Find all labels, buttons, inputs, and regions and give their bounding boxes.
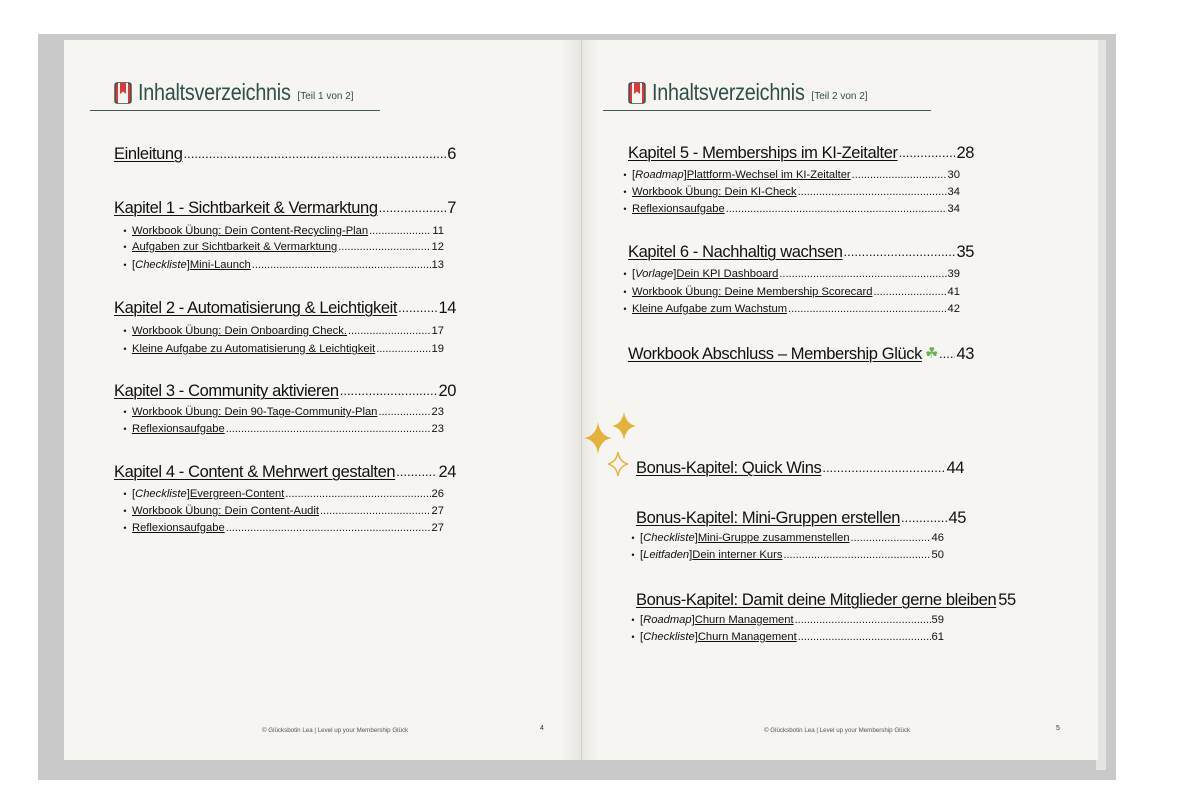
entry-label: Bonus-Kapitel: Damit deine Mitglieder gerne bleiben — [636, 591, 997, 609]
toc-chapter-link[interactable] — [114, 144, 456, 164]
toc-chapter-link[interactable] — [114, 298, 456, 318]
page-ref: 35 — [956, 243, 974, 261]
footer-text: © Glücksbotin Lea | Level up your Membership Glück — [764, 727, 911, 734]
entry-label: Aufgaben zur Sichtbarkeit & Vermarktung — [132, 241, 338, 253]
dot-leader — [788, 302, 947, 317]
dot-leader — [899, 143, 956, 163]
toc-subentry-link[interactable] — [626, 613, 944, 628]
page-ref: 46 — [931, 532, 944, 544]
toc-chapter-link[interactable] — [628, 143, 974, 163]
dot-leader — [348, 324, 431, 339]
entry-label: Kapitel 6 - Nachhaltig wachsen — [628, 243, 843, 261]
entry-label: Plattform-Wechsel im KI-Zeitalter — [686, 169, 851, 181]
entry-label: Reflexionsaufgabe — [132, 522, 225, 534]
left-toc-header — [114, 80, 354, 104]
entry-label: Mini-Launch — [189, 259, 251, 271]
bullet: • — [123, 523, 127, 533]
entry-label: Workbook Übung: Dein KI-Check — [632, 186, 797, 198]
toc-subentry-link[interactable] — [118, 324, 444, 339]
dot-leader — [320, 504, 431, 519]
entry-tag: [Leitfaden] — [640, 549, 693, 561]
bullet: • — [631, 632, 635, 642]
page-ref: 17 — [431, 325, 444, 337]
page-ref: 12 — [431, 241, 444, 253]
dot-leader — [252, 258, 431, 273]
dot-leader — [901, 508, 947, 528]
bullet: • — [631, 550, 635, 560]
dot-leader — [378, 405, 430, 420]
page-ref: 13 — [431, 259, 444, 271]
bullet: • — [623, 187, 627, 197]
page-ref: 20 — [438, 382, 456, 400]
bullet: • — [631, 533, 635, 543]
entry-label: Evergreen-Content — [189, 488, 285, 500]
page-ref: 27 — [431, 522, 444, 534]
footer-label: Glücksbotin Lea | Level up your Membership Glück — [268, 727, 409, 734]
entry-label: Kapitel 2 - Automatisierung & Leichtigkeit — [114, 299, 398, 317]
page-ref: 28 — [956, 144, 974, 162]
entry-tag: [Vorlage] — [632, 268, 677, 280]
page-ref: 34 — [947, 203, 960, 215]
entry-label: Kapitel 1 - Sichtbarkeit & Vermarktung — [114, 199, 378, 217]
entry-tag: [Checkliste] — [640, 631, 698, 643]
page-ref: 45 — [948, 509, 966, 527]
dot-leader — [183, 144, 446, 164]
bullet: • — [123, 424, 127, 434]
page-ref: 24 — [438, 463, 456, 481]
entry-label: Bonus-Kapitel: Mini-Gruppen erstellen — [636, 509, 901, 527]
dot-leader — [396, 462, 437, 482]
entry-label: Kapitel 3 - Community aktivieren — [114, 382, 339, 400]
entry-label: Churn Management — [697, 631, 797, 643]
toc-subentry-link[interactable] — [618, 202, 960, 217]
dot-leader — [795, 613, 931, 628]
toc-subentry-link[interactable] — [118, 405, 444, 420]
entry-label: Reflexionsaufgabe — [132, 423, 225, 435]
page-title: Inhaltsverzeichnis — [138, 79, 291, 105]
entry-tag: [Checkliste] — [132, 488, 190, 500]
dot-leader — [379, 198, 447, 218]
toc-chapter-link[interactable] — [114, 381, 456, 401]
bullet: • — [123, 506, 127, 516]
entry-label: Workbook Übung: Dein Onboarding Check. — [132, 325, 347, 337]
page-ref: 34 — [947, 186, 960, 198]
toc-subentry-link[interactable] — [118, 224, 444, 239]
part-label: [Teil 1 von 2] — [297, 91, 354, 102]
header-rule — [603, 110, 931, 111]
page-ref: 41 — [947, 286, 960, 298]
toc-subentry-link[interactable] — [618, 285, 960, 300]
toc-subentry-link[interactable] — [626, 531, 944, 546]
bullet: • — [623, 269, 627, 279]
dot-leader — [398, 298, 437, 318]
dot-leader — [340, 381, 438, 401]
entry-label: Dein interner Kurs — [692, 549, 783, 561]
dot-leader — [779, 267, 946, 282]
entry-label: Kleine Aufgabe zum Wachstum — [632, 303, 788, 315]
toc-subentry-link[interactable] — [626, 630, 944, 645]
page-ref: 30 — [947, 169, 960, 181]
entry-label: Workbook Übung: Dein Content-Audit — [132, 505, 319, 517]
toc-subentry-link[interactable] — [118, 342, 444, 357]
dot-leader — [939, 344, 955, 364]
entry-label: Workbook Abschluss – Membership Glück — [628, 345, 922, 363]
dot-leader — [369, 224, 431, 239]
page-ref: 61 — [931, 631, 944, 643]
dot-leader — [798, 185, 947, 200]
page-ref: 19 — [431, 343, 444, 355]
entry-tag: [Checkliste] — [132, 259, 190, 271]
page-ref: 6 — [447, 145, 456, 163]
book-icon — [114, 82, 132, 104]
toc-chapter-link[interactable] — [114, 198, 456, 218]
toc-subentry-link[interactable] — [618, 168, 960, 183]
dot-leader — [226, 521, 431, 536]
entry-label: Kleine Aufgabe zu Automatisierung & Leichtigkeit — [132, 343, 376, 355]
toc-chapter-link[interactable] — [114, 462, 456, 482]
page-title: Inhaltsverzeichnis — [652, 79, 805, 105]
entry-label: Reflexionsaufgabe — [632, 203, 725, 215]
part-label: [Teil 2 von 2] — [811, 91, 868, 102]
dot-leader — [822, 458, 945, 478]
dot-leader — [376, 342, 430, 357]
toc-chapter-link[interactable] — [628, 242, 974, 262]
bullet: • — [623, 170, 627, 180]
entry-label: Churn Management — [694, 614, 794, 626]
bullet: • — [623, 204, 627, 214]
toc-subentry-link[interactable] — [118, 240, 444, 255]
dot-leader — [873, 285, 946, 300]
bullet: • — [623, 287, 627, 297]
page-number: 4 — [540, 725, 544, 732]
toc-chapter-link[interactable] — [636, 508, 966, 528]
dot-leader — [852, 168, 947, 183]
entry-label: Dein KPI Dashboard — [676, 268, 779, 280]
dot-leader — [285, 487, 430, 502]
bullet: • — [123, 326, 127, 336]
page-ref: 23 — [431, 423, 444, 435]
entry-label: Kapitel 4 - Content & Mehrwert gestalten — [114, 463, 396, 481]
bullet: • — [631, 615, 635, 625]
toc-subentry-link[interactable] — [618, 185, 960, 200]
right-toc-header — [628, 80, 868, 104]
page-ref: 42 — [947, 303, 960, 315]
page-ref: 23 — [431, 406, 444, 418]
sparkles-icon — [584, 410, 644, 486]
bullet: • — [123, 242, 127, 252]
entry-tag: [Roadmap] — [640, 614, 695, 626]
dot-leader — [226, 422, 431, 437]
bullet: • — [623, 304, 627, 314]
page-ref: 14 — [438, 299, 456, 317]
page-number: 5 — [1056, 725, 1060, 732]
footer-text: © Glücksbotin Lea | Level up your Membership Glück — [262, 727, 409, 734]
dot-leader — [844, 242, 956, 262]
toc-subentry-link[interactable] — [118, 504, 444, 519]
page-ref: 26 — [431, 488, 444, 500]
dot-leader — [851, 531, 931, 546]
dot-leader — [338, 240, 430, 255]
toc-subentry-link[interactable] — [118, 422, 444, 437]
entry-tag: [Roadmap] — [632, 169, 687, 181]
dot-leader — [783, 548, 930, 563]
page-ref: 59 — [931, 614, 944, 626]
entry-label: Einleitung — [114, 145, 183, 163]
bullet: • — [123, 226, 127, 236]
page-ref: 55 — [998, 591, 1016, 609]
toc-chapter-link[interactable] — [636, 590, 1016, 610]
toc-chapter-link[interactable] — [636, 458, 964, 478]
page-ref: 44 — [946, 459, 964, 477]
page-ref: 27 — [431, 505, 444, 517]
clover-icon: ☘ — [924, 345, 939, 362]
entry-label: Bonus-Kapitel: Quick Wins — [636, 459, 822, 477]
entry-tag: [Checkliste] — [640, 532, 698, 544]
page-ref: 7 — [447, 199, 456, 217]
entry-label: Kapitel 5 - Memberships im KI-Zeitalter — [628, 144, 898, 162]
page-ref: 39 — [947, 268, 960, 280]
dot-leader — [726, 202, 947, 217]
entry-label: Workbook Übung: Dein 90-Tage-Community-Plan — [132, 406, 378, 418]
book-gutter — [560, 40, 600, 760]
toc-subentry-link[interactable] — [618, 267, 960, 282]
toc-subentry-link[interactable] — [118, 258, 444, 273]
toc-subentry-link[interactable] — [626, 548, 944, 563]
entry-label: Workbook Übung: Deine Membership Scorecard — [632, 286, 873, 298]
book-icon — [628, 82, 646, 104]
bullet: • — [123, 260, 127, 270]
bullet: • — [123, 489, 127, 499]
footer-label: Glücksbotin Lea | Level up your Membership Glück — [770, 727, 911, 734]
page-ref: 50 — [931, 549, 944, 561]
dot-leader — [798, 630, 931, 645]
toc-subentry-link[interactable] — [118, 521, 444, 536]
bullet: • — [123, 407, 127, 417]
toc-subentry-link[interactable] — [118, 487, 444, 502]
entry-label: Mini-Gruppe zusammenstellen — [697, 532, 850, 544]
toc-chapter-link[interactable] — [628, 344, 974, 364]
entry-label: Workbook Übung: Dein Content-Recycling-Plan — [132, 225, 369, 237]
page-ref: 11 — [432, 225, 444, 237]
header-rule — [90, 110, 380, 111]
toc-subentry-link[interactable] — [618, 302, 960, 317]
bullet: • — [123, 344, 127, 354]
page-ref: 43 — [956, 345, 974, 363]
